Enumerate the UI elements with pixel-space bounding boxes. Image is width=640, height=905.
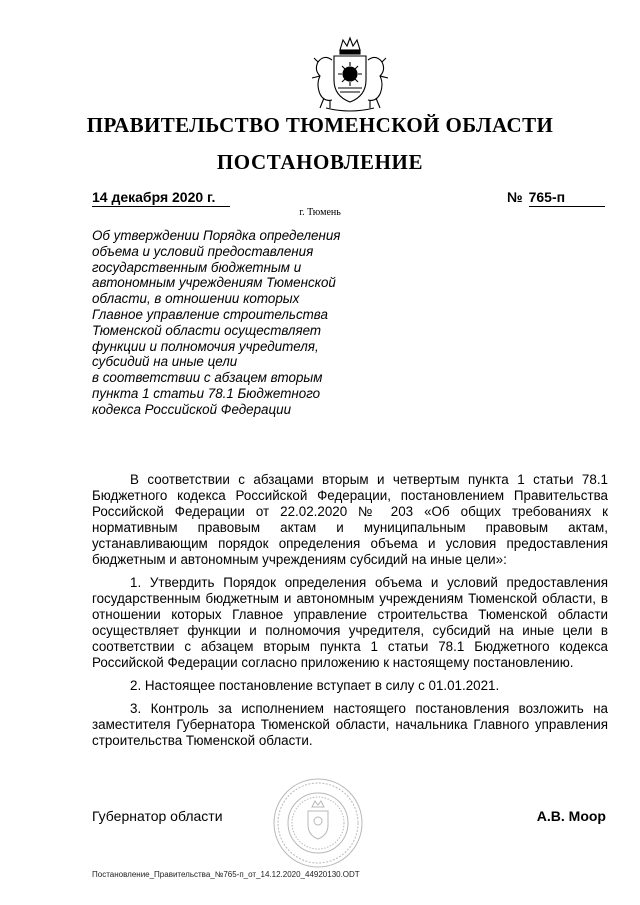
number-sign: № (507, 189, 523, 205)
document-subject (92, 228, 382, 418)
coat-of-arms-icon (296, 36, 404, 114)
footer-filename: Постановление_Правительства_№765-п_от_14.12.2020_44920130.ODT (92, 870, 360, 879)
document-body (92, 472, 608, 756)
official-seal-icon (272, 777, 364, 869)
document-city: г. Тюмень (299, 207, 341, 218)
clause-paragraph: 1. Утвердить Порядок определения объема и условий предоставления государственным бюджетным и автономным учреждениям Тюменской области, в отношении которых Главное управление строительства Тюменской области осуществляет функции и полномочия учредителя, субсидий на иные цели в соответствии с абзацем вторым пункта 1 статьи 78.1 Бюджетного кодекса Российской Федерации согласно приложению к настоящему постановлению. (92, 575, 608, 670)
subject-line: государственным бюджетным и (92, 259, 302, 275)
subject-line: функции и полномочия учредителя, (92, 338, 319, 354)
signatory-title: Губернатор области (92, 808, 223, 824)
document-date: 14 декабря 2020 г. (92, 188, 230, 207)
clause-paragraph: 3. Контроль за исполнением настоящего постановления возложить на заместителя Губернатора Тюменской области, начальника Главного управления строительства Тюменской области. (92, 701, 608, 748)
subject-line: Главное управление строительства (92, 306, 328, 322)
document-type-title: ПОСТАНОВЛЕНИЕ (216, 150, 424, 174)
number-value: 765-п (529, 188, 605, 207)
subject-line: автономным учреждениям Тюменской (92, 275, 336, 291)
document-number (507, 188, 605, 207)
subject-line: Об утверждении Порядка определения (92, 228, 341, 243)
preamble-paragraph: В соответствии с абзацами вторым и четвертым пункта 1 статьи 78.1 Бюджетного кодекса Российской Федерации, постановлением Правительства Российской Федерации от 22.02.2020 № 203 «Об общих требованиях к нормативным правовым актам и муниципальным правовым актам, устанавливающим порядок определения объема и условия предоставления бюджетным и автономным учреждениям субсидий на иные цели»: (92, 472, 608, 567)
subject-line: объема и условий предоставления (92, 243, 314, 259)
organization-title: ПРАВИТЕЛЬСТВО ТЮМЕНСКОЙ ОБЛАСТИ (86, 113, 554, 137)
subject-line: субсидий на иные цели (92, 354, 238, 370)
clause-paragraph: 2. Настоящее постановление вступает в силу с 01.01.2021. (130, 678, 500, 693)
subject-line: пункта 1 статьи 78.1 Бюджетного (92, 385, 321, 401)
subject-line: Тюменской области осуществляет (92, 322, 322, 338)
subject-line: в соответствии с абзацем вторым (92, 370, 323, 386)
subject-line: области, в отношении которых (92, 291, 300, 307)
subject-line: кодекса Российской Федерации (92, 401, 292, 417)
signatory-name: А.В. Моор (536, 808, 606, 824)
